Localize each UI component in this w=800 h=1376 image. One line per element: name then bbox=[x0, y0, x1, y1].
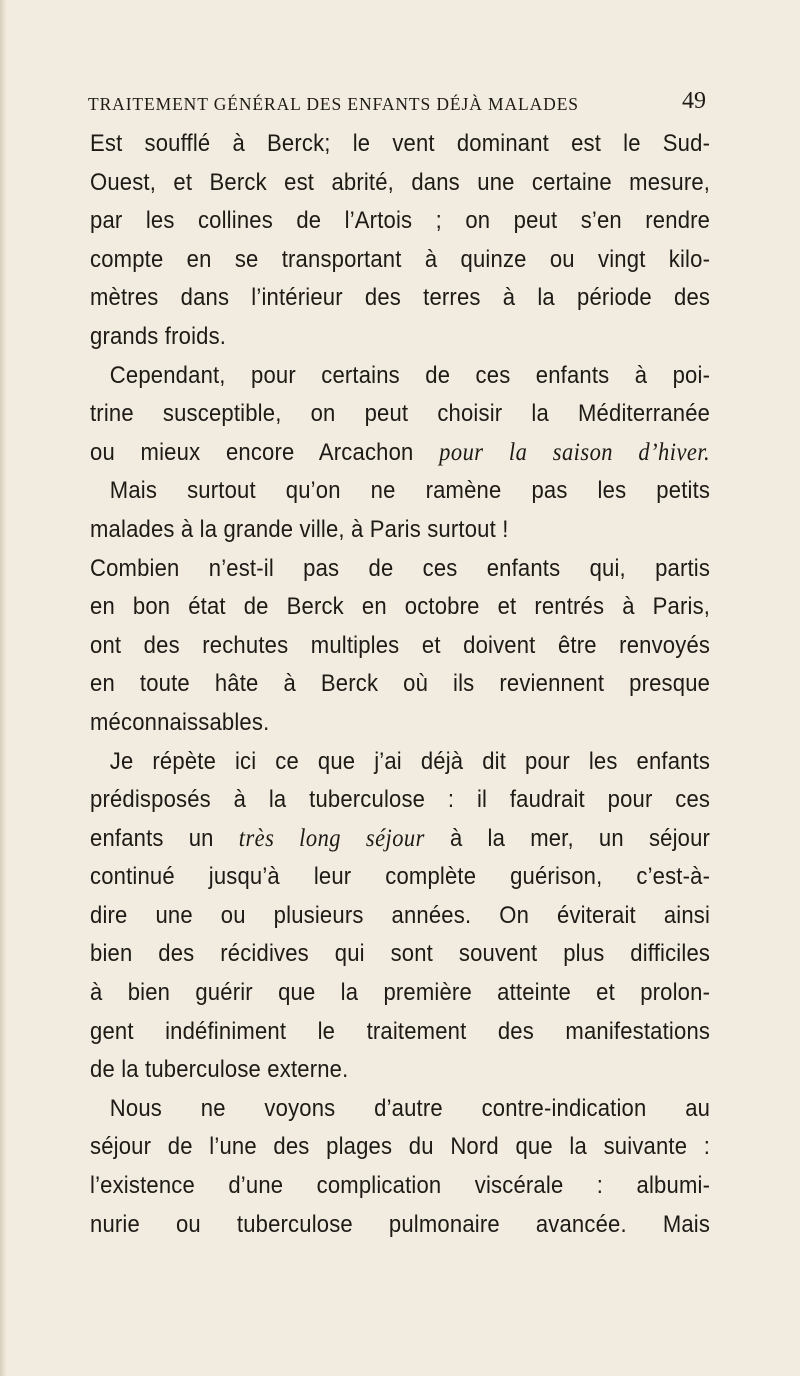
text-line: en toute hâte à Berck où ils reviennent presque bbox=[90, 670, 711, 698]
text-line: Cependant, pour certains de ces enfants à poi- bbox=[109, 361, 711, 389]
text-line: grands froids. bbox=[90, 322, 227, 350]
text-line: méconnaissables. bbox=[90, 708, 270, 736]
text-line: bien des récidives qui sont souvent plus difficiles bbox=[90, 940, 711, 968]
text-line: par les collines de l’Artois ; on peut s’en rendre bbox=[90, 207, 711, 235]
italic-phrase: pour la saison d’hiver. bbox=[439, 438, 711, 466]
text-line: prédisposés à la tuberculose : il faudrait pour ces bbox=[90, 786, 711, 814]
text-line: Nous ne voyons d’autre contre-indication au bbox=[109, 1094, 711, 1122]
text-line: mètres dans l’intérieur des terres à la période des bbox=[90, 284, 711, 312]
running-head bbox=[86, 88, 706, 118]
text-line: de la tuberculose externe. bbox=[90, 1056, 349, 1084]
text-line: gent indéfiniment le traitement des manifestations bbox=[90, 1017, 711, 1045]
text-line: trine susceptible, on peut choisir la Méditerranée bbox=[90, 400, 711, 428]
text-line: nurie ou tuberculose pulmonaire avancée. Mais bbox=[90, 1210, 711, 1238]
text-line: Combien n’est-il pas de ces enfants qui, partis bbox=[90, 554, 711, 582]
text-line bbox=[90, 820, 710, 859]
text-segment: ou mieux encore Arcachon bbox=[90, 438, 414, 466]
page-edge bbox=[0, 0, 6, 1376]
body-text bbox=[90, 125, 710, 1244]
running-title: TRAITEMENT GÉNÉRAL DES ENFANTS DÉJÀ MALADES bbox=[88, 94, 579, 114]
text-line: Ouest, et Berck est abrité, dans une certaine mesure, bbox=[90, 168, 711, 196]
text-line: compte en se transportant à quinze ou vingt kilo- bbox=[90, 245, 711, 273]
text-line: à bien guérir que la première atteinte et prolon- bbox=[90, 979, 711, 1007]
text-line: en bon état de Berck en octobre et rentrés à Paris, bbox=[90, 593, 711, 621]
text-line: Je répète ici ce que j’ai déjà dit pour les enfants bbox=[109, 747, 711, 775]
text-line: ont des rechutes multiples et doivent être renvoyés bbox=[90, 631, 711, 659]
text-line: continué jusqu’à leur complète guérison, c’est-à- bbox=[90, 863, 711, 891]
text-line: malades à la grande ville, à Paris surtout ! bbox=[90, 515, 509, 543]
text-segment: à la mer, un séjour bbox=[449, 824, 711, 852]
text-segment: enfants un bbox=[90, 824, 214, 852]
text-line: Mais surtout qu’on ne ramène pas les petits bbox=[109, 477, 711, 505]
italic-phrase: très long séjour bbox=[238, 824, 425, 852]
text-line bbox=[90, 434, 710, 473]
page-number: 49 bbox=[682, 88, 706, 114]
text-line: séjour de l’une des plages du Nord que la suivante : bbox=[90, 1133, 711, 1161]
text-line: dire une ou plusieurs années. On éviterait ainsi bbox=[90, 901, 711, 929]
text-line: l’existence d’une complication viscérale : albumi- bbox=[90, 1172, 711, 1200]
text-line: Est soufflé à Berck; le vent dominant est le Sud- bbox=[90, 130, 711, 157]
